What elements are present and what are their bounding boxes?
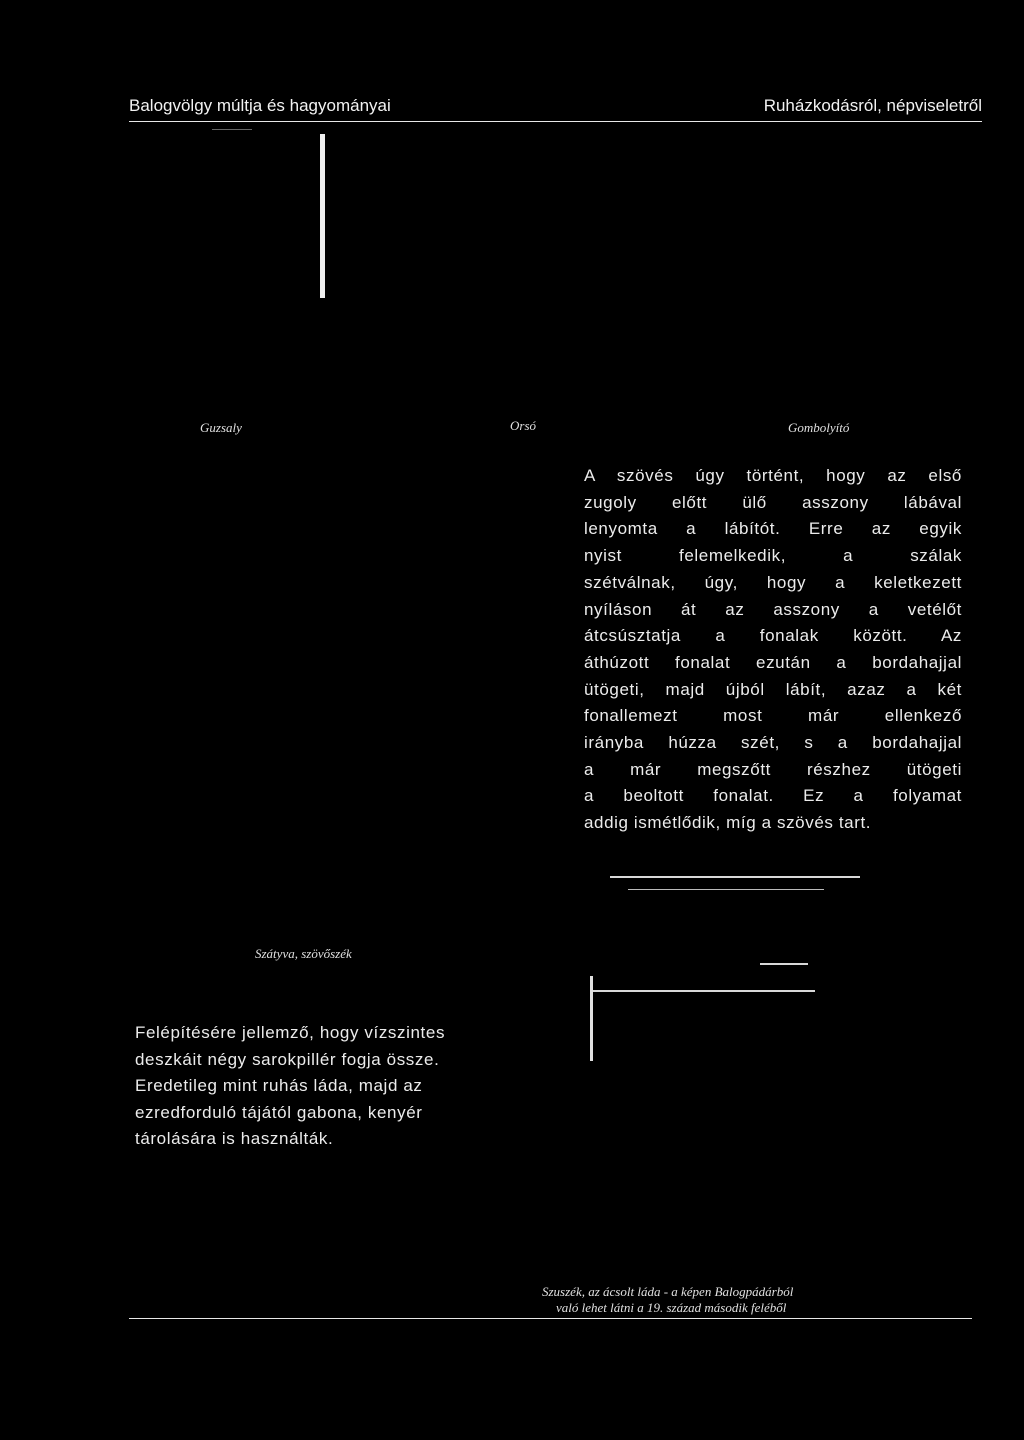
paragraph-line: nyíláson át az asszony a vetélőt [584, 599, 962, 619]
paragraph-line: Felépítésére jellemző, hogy vízszintes [135, 1023, 446, 1042]
illustration-fragment [212, 129, 252, 130]
loom-illustration-fragment [628, 889, 824, 890]
paragraph-line: addig ismétlődik, míg a szövés tart. [584, 813, 872, 833]
running-header-right: Ruházkodásról, népviseletről [763, 96, 982, 115]
caption-orso: Orsó [510, 418, 537, 433]
loom-illustration-fragment [610, 876, 860, 878]
paragraph-line: Eredetileg mint ruhás láda, majd az [135, 1076, 423, 1096]
paragraph-line: tárolására is használták. [135, 1129, 334, 1149]
footer-rule [129, 1318, 972, 1319]
weaving-paragraph [584, 463, 962, 837]
paragraph-line: zugoly előtt ülő asszony lábával [584, 492, 962, 512]
paragraph-line: áthúzott fonalat ezután a bordahajjal [584, 652, 962, 672]
paragraph-line: deszkáit négy sarokpillér fogja össze. [135, 1049, 440, 1069]
spindle-illustration-fragment [320, 134, 325, 298]
caption-gombolyito: Gombolyító [788, 420, 850, 435]
caption-guzsaly: Guzsaly [200, 420, 242, 435]
paragraph-line: szétválnak, úgy, hogy a keletkezett [584, 572, 962, 592]
header-rule [129, 121, 982, 122]
paragraph-line: nyist felemelkedik, a szálak [584, 546, 962, 566]
paragraph-line: a már megszőtt részhez ütögeti [584, 759, 962, 779]
paragraph-line: átcsúsztatja a fonalak között. Az [584, 626, 962, 646]
paragraph-line: lenyomta a lábítót. Erre az egyik [584, 519, 962, 539]
running-header-left: Balogvölgy múltja és hagyományai [129, 96, 391, 115]
caption-szatyva: Szátyva, szövőszék [255, 946, 352, 961]
caption-line: Szuszék, az ácsolt láda - a képen Balogpádárból [542, 1284, 794, 1299]
chest-illustration-fragment [760, 963, 808, 965]
chest-illustration-fragment [590, 976, 593, 1061]
caption-szuszek [542, 1284, 793, 1316]
paragraph-line: fonallemezt most már ellenkező [584, 706, 962, 726]
paragraph-line: a beoltott fonalat. Ez a folyamat [584, 786, 962, 806]
paragraph-line: A szövés úgy történt, hogy az első [584, 466, 962, 485]
chest-paragraph [135, 1020, 515, 1153]
paragraph-line: ezredforduló tájától gabona, kenyér [135, 1102, 423, 1122]
paragraph-line: ütögeti, majd újból lábít, azaz a két [584, 679, 962, 699]
caption-line: való lehet látni a 19. század második feléből [556, 1300, 787, 1315]
chest-illustration-fragment [593, 990, 815, 992]
paragraph-line: irányba húzza szét, s a bordahajjal [584, 733, 962, 753]
